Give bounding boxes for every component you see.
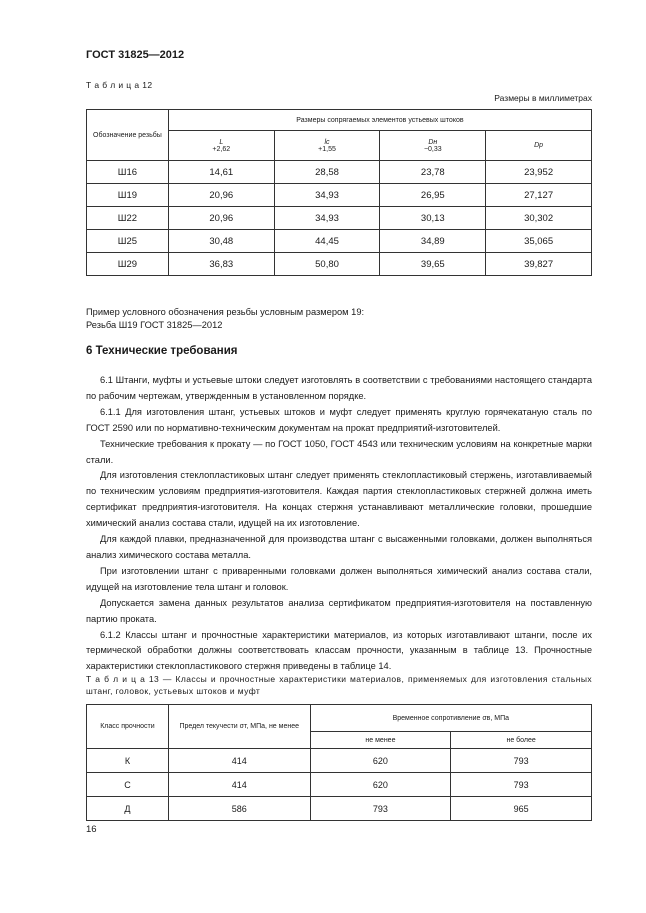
table-cell: Ш22: [87, 207, 169, 230]
table-cell: 20,96: [168, 184, 274, 207]
table-cell: 620: [310, 773, 451, 797]
table-12: [86, 109, 592, 276]
col-L-header: L +2,62: [168, 131, 274, 161]
table-row: [87, 184, 592, 207]
table-13: [86, 704, 592, 821]
paragraph: 6.1.2 Классы штанг и прочностные характеристики материалов, из которых изготавливают штанги, после их термической обработки должны соответствовать классам прочности, указанным в таблице 13. Прочностные характеристики стеклопластикового стержня приведены в таблице 14.: [86, 629, 592, 672]
table-cell: 44,45: [274, 230, 380, 253]
table-cell: 414: [168, 773, 310, 797]
table-cell: 39,827: [486, 253, 592, 276]
table-cell: Ш19: [87, 184, 169, 207]
table-cell: 20,96: [168, 207, 274, 230]
table-cell: 36,83: [168, 253, 274, 276]
table-cell: 27,127: [486, 184, 592, 207]
table-cell: 39,65: [380, 253, 486, 276]
table-cell: 793: [310, 797, 451, 821]
table-row: [87, 161, 592, 184]
table-cell: 30,48: [168, 230, 274, 253]
table-cell: 35,065: [486, 230, 592, 253]
table-row: [87, 773, 592, 797]
col-designation-header: Обозначение резьбы: [87, 110, 169, 161]
table-cell: 23,952: [486, 161, 592, 184]
table-row: [87, 207, 592, 230]
col-Dn-header: Dн −0,33: [380, 131, 486, 161]
table-cell: 30,13: [380, 207, 486, 230]
table13-caption: Т а б л и ц а 13 — Классы и прочностные характеристики материалов, применяемых для изготовления стальных штанг, головок, устьевых штоков и муфт: [86, 674, 592, 696]
table-row: [87, 253, 592, 276]
table-cell: 620: [310, 749, 451, 773]
col-class-header: Класс прочности: [87, 705, 169, 749]
example-line-2: Резьба Ш19 ГОСТ 31825—2012: [86, 320, 223, 330]
table12-caption: Т а б л и ц а 12: [86, 80, 153, 90]
paragraph: Технические требования к прокату — по ГОСТ 1050, ГОСТ 4543 или техническим условиям на конкретные марки стали.: [86, 438, 592, 465]
table-cell: 50,80: [274, 253, 380, 276]
col-tensile-header: Временное сопротивление σв, МПа: [310, 705, 591, 732]
table-cell: 28,58: [274, 161, 380, 184]
table-cell: 965: [451, 797, 592, 821]
designation-example: [86, 306, 592, 332]
table-cell: 34,93: [274, 207, 380, 230]
paragraph: Для каждой плавки, предназначенной для производства штанг с высаженными головками, должен выполняться анализ химического состава металла.: [86, 534, 592, 560]
table-cell: 14,61: [168, 161, 274, 184]
table-cell: Ш25: [87, 230, 169, 253]
table-cell: 414: [168, 749, 310, 773]
table-cell: 793: [451, 773, 592, 797]
document-header: ГОСТ 31825—2012: [86, 49, 185, 61]
paragraph: Допускается замена данных результатов анализа сертификатом предприятия-изготовителя на поставленную партию проката.: [86, 597, 592, 624]
table-row: [87, 797, 592, 821]
paragraph: 6.1 Штанги, муфты и устьевые штоки следует изготовлять в соответствии с требованиями настоящего стандарта по рабочим чертежам, утвержденным в установленном порядке.: [86, 375, 592, 401]
col-Dp-header: Dр: [486, 131, 592, 161]
paragraph: 6.1.1 Для изготовления штанг, устьевых штоков и муфт следует применять круглую горячекатаную сталь по ГОСТ 2590 или по нормативно-техническим документам на прокат предприятий-изготовителей.: [86, 406, 592, 433]
col-min-header: не менее: [310, 732, 451, 749]
dimensions-note: Размеры в миллиметрах: [494, 93, 592, 103]
table-cell: С: [87, 773, 169, 797]
group-header: Размеры сопрягаемых элементов устьевых штоков: [168, 110, 591, 131]
table-row: [87, 749, 592, 773]
table-cell: 793: [451, 749, 592, 773]
table-row: [87, 230, 592, 253]
section-title: 6 Технические требования: [86, 345, 238, 357]
table-cell: 34,89: [380, 230, 486, 253]
paragraph: Для изготовления стеклопластиковых штанг следует применять стеклопластиковый стержень, изготавливаемый по техническим условиям предприятия-изготовителя. Каждая партия стеклопластиковых стержней должна иметь сертификат предприятия-изготовителя. На концах стержня устанавливают металлические головки, прошедшие химический анализ состава стали, идущей на их изготовление.: [86, 470, 592, 529]
col-max-header: не более: [451, 732, 592, 749]
section-body: [86, 373, 592, 675]
table-cell: К: [87, 749, 169, 773]
table-cell: Ш16: [87, 161, 169, 184]
col-yield-header: Предел текучести σт, МПа, не менее: [168, 705, 310, 749]
table-cell: 26,95: [380, 184, 486, 207]
example-line-1: Пример условного обозначения резьбы условным размером 19:: [86, 307, 365, 317]
table-cell: 34,93: [274, 184, 380, 207]
table-cell: 23,78: [380, 161, 486, 184]
col-lc-header: lc +1,55: [274, 131, 380, 161]
paragraph: При изготовлении штанг с приваренными головками должен выполняться химический анализ состава стали, идущей на изготовление тела штанг и головок.: [86, 565, 592, 592]
table-cell: 30,302: [486, 207, 592, 230]
table-cell: Ш29: [87, 253, 169, 276]
table-cell: 586: [168, 797, 310, 821]
page-number: 16: [86, 824, 97, 835]
table-cell: Д: [87, 797, 169, 821]
